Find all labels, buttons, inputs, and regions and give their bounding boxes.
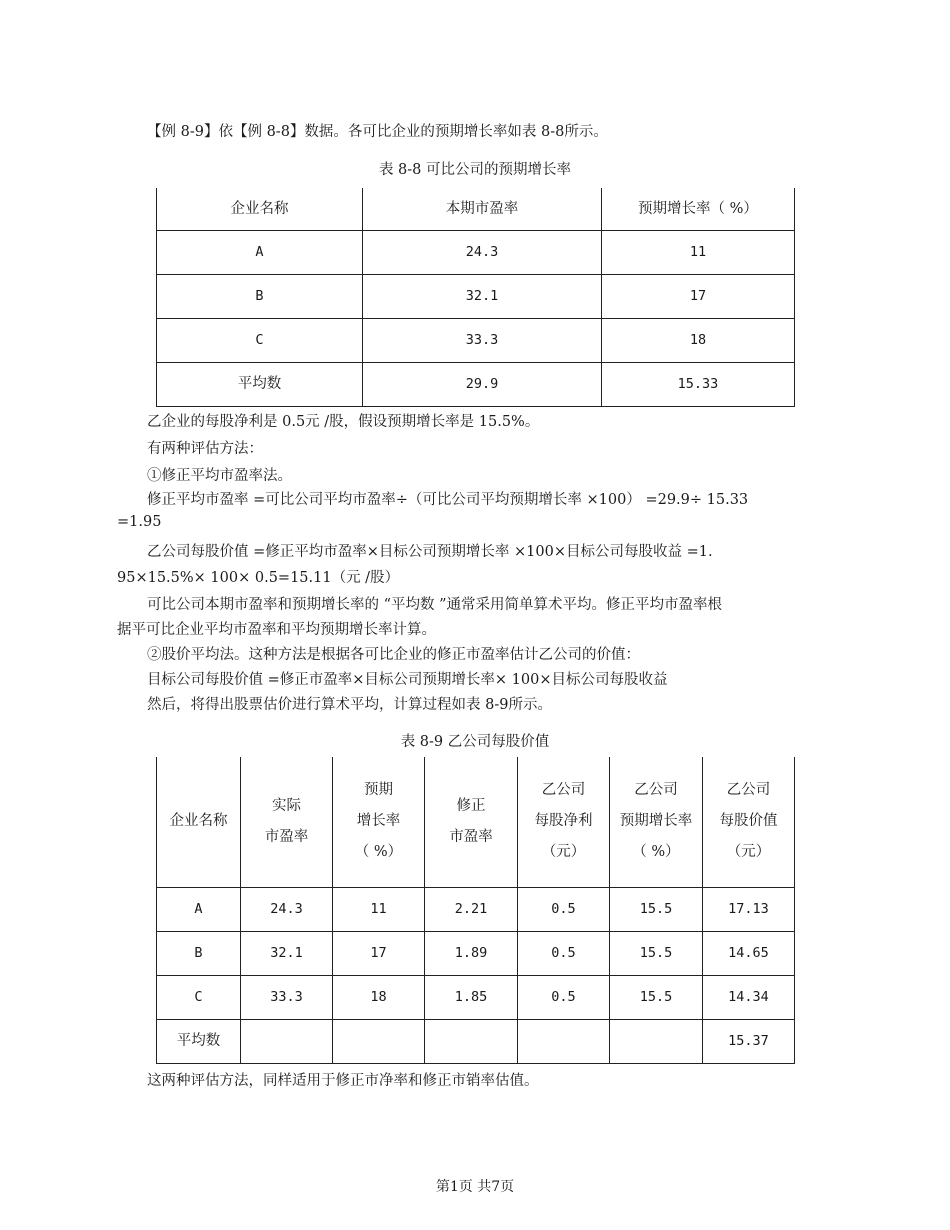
table1-header-row xyxy=(157,188,795,230)
table2-header-text: （元） xyxy=(541,844,586,861)
paragraph-formula2-line2: 95×15.5%× 100× 0.5=15.11（元 /股） xyxy=(117,570,400,586)
table2-cell xyxy=(241,1019,333,1063)
table2-cell: 0.5 xyxy=(518,931,610,975)
table2-cell: 33.3 xyxy=(241,975,333,1019)
paragraph-method1: ①修正平均市盈率法。 xyxy=(147,468,292,484)
table-comparable-growth xyxy=(156,188,795,407)
table2-caption: 表 8-9 乙公司每股价值 xyxy=(400,734,550,750)
table-row xyxy=(157,931,795,975)
table2-cell: 15.37 xyxy=(703,1019,795,1063)
table2-cell: 32.1 xyxy=(241,931,333,975)
table2-cell: 11 xyxy=(333,887,425,931)
table1-cell: B xyxy=(157,274,363,318)
table-row xyxy=(157,318,795,362)
table1-cell: C xyxy=(157,318,363,362)
table1-cell: 18 xyxy=(602,318,795,362)
table2-header-text: 预期 xyxy=(364,782,393,799)
table2-cell: 18 xyxy=(333,975,425,1019)
table1-cell: 24.3 xyxy=(363,230,602,274)
paragraph-formula3: 目标公司每股价值 =修正市盈率×目标公司预期增长率× 100×目标公司每股收益 xyxy=(147,672,668,688)
table2-header-text: 实际 xyxy=(272,797,301,814)
table-row xyxy=(157,362,795,406)
table1-cell: 17 xyxy=(602,274,795,318)
table2-header-text: 市盈率 xyxy=(264,828,309,845)
table1-cell: 15.33 xyxy=(602,362,795,406)
table1-cell: 11 xyxy=(602,230,795,274)
table2-cell: 17 xyxy=(333,931,425,975)
table2-header-text: （元） xyxy=(726,844,771,861)
paragraph-method2: ②股价平均法。这种方法是根据各可比企业的修正市盈率估计乙公司的价值： xyxy=(147,647,640,663)
paragraph-formula1-line1: 修正平均市盈率 =可比公司平均市盈率÷（可比公司平均预期增长率 ×100） =29.9÷ 15.33 xyxy=(147,492,749,508)
table2-header-share-value xyxy=(703,757,795,887)
table2-cell: 1.85 xyxy=(425,975,518,1019)
intro-line: 【例 8-9】依【例 8-8】数据。各可比企业的预期增长率如表 8-8所示。 xyxy=(147,124,608,140)
table2-cell: C xyxy=(157,975,241,1019)
table-share-value xyxy=(156,757,795,1064)
table1-cell: 32.1 xyxy=(363,274,602,318)
table2-cell: 0.5 xyxy=(518,887,610,931)
table2-header-text: 乙公司 xyxy=(726,782,771,799)
table2-header-text: 预期增长率 xyxy=(619,813,693,830)
table2-cell xyxy=(425,1019,518,1063)
table2-header-text: 乙公司 xyxy=(634,782,678,799)
table-row xyxy=(157,887,795,931)
table2-header-text: 每股价值 xyxy=(719,813,778,830)
table2-cell: 0.5 xyxy=(518,975,610,1019)
table2-header-eps xyxy=(518,757,610,887)
table1-cell: 33.3 xyxy=(363,318,602,362)
table2-header-row xyxy=(157,757,795,887)
table2-cell: 14.34 xyxy=(703,975,795,1019)
table1-header-growth: 预期增长率（ %） xyxy=(602,188,795,230)
table1-header-company: 企业名称 xyxy=(157,188,363,230)
table2-header-text: （ %） xyxy=(632,844,680,861)
table-row xyxy=(157,975,795,1019)
table2-cell: 17.13 xyxy=(703,887,795,931)
paragraph-formula2-line1: 乙公司每股价值 =修正平均市盈率×目标公司预期增长率 ×100×目标公司每股收益 =1. xyxy=(147,544,713,560)
table2-cell: A xyxy=(157,887,241,931)
table2-header-actual-pe xyxy=(241,757,333,887)
table2-header-text: 乙公司 xyxy=(541,782,586,799)
table1-cell: 平均数 xyxy=(157,362,363,406)
table2-cell: 15.5 xyxy=(610,975,703,1019)
table2-cell: 15.5 xyxy=(610,931,703,975)
table2-cell: 1.89 xyxy=(425,931,518,975)
table-row xyxy=(157,230,795,274)
closing-paragraph: 这两种评估方法，同样适用于修正市净率和修正市销率估值。 xyxy=(147,1073,539,1089)
table2-cell: 15.5 xyxy=(610,887,703,931)
table1-cell: A xyxy=(157,230,363,274)
table2-cell: 2.21 xyxy=(425,887,518,931)
table2-header-adjusted-pe xyxy=(425,757,518,887)
table2-cell xyxy=(333,1019,425,1063)
table2-header-text: 增长率 xyxy=(356,813,401,830)
page-footer: 第1页 共7页 xyxy=(435,1179,515,1195)
paragraph-average-line1: 可比公司本期市盈率和预期增长率的 “平均数 ”通常采用简单算术平均。修正平均市盈率根 xyxy=(147,597,723,613)
paragraph-average-line2: 据平可比企业平均市盈率和平均预期增长率计算。 xyxy=(117,622,436,638)
table1-cell: 29.9 xyxy=(363,362,602,406)
table1-header-pe: 本期市盈率 xyxy=(363,188,602,230)
table2-cell: 14.65 xyxy=(703,931,795,975)
table1-caption: 表 8-8 可比公司的预期增长率 xyxy=(378,162,572,178)
table2-header-target-growth xyxy=(610,757,703,887)
table2-cell: B xyxy=(157,931,241,975)
table2-header-expected-growth xyxy=(333,757,425,887)
paragraph-formula1-line2: =1.95 xyxy=(117,514,162,530)
table2-cell xyxy=(518,1019,610,1063)
paragraph-then: 然后，将得出股票估价进行算术平均，计算过程如表 8-9所示。 xyxy=(147,697,552,713)
table-row xyxy=(157,274,795,318)
table2-header-company xyxy=(157,757,241,887)
table2-header-text: 修正 xyxy=(456,797,486,814)
table2-header-text: （ %） xyxy=(354,844,403,861)
paragraph-eps: 乙企业的每股净利是 0.5元 /股，假设预期增长率是 15.5%。 xyxy=(147,414,540,430)
table2-cell: 平均数 xyxy=(157,1019,241,1063)
paragraph-methods: 有两种评估方法： xyxy=(147,441,263,457)
table2-header-text: 每股净利 xyxy=(534,813,593,830)
table2-cell: 24.3 xyxy=(241,887,333,931)
table2-cell xyxy=(610,1019,703,1063)
table2-header-text: 市盈率 xyxy=(449,828,493,845)
table2-header-text: 企业名称 xyxy=(169,813,228,830)
table-row xyxy=(157,1019,795,1063)
